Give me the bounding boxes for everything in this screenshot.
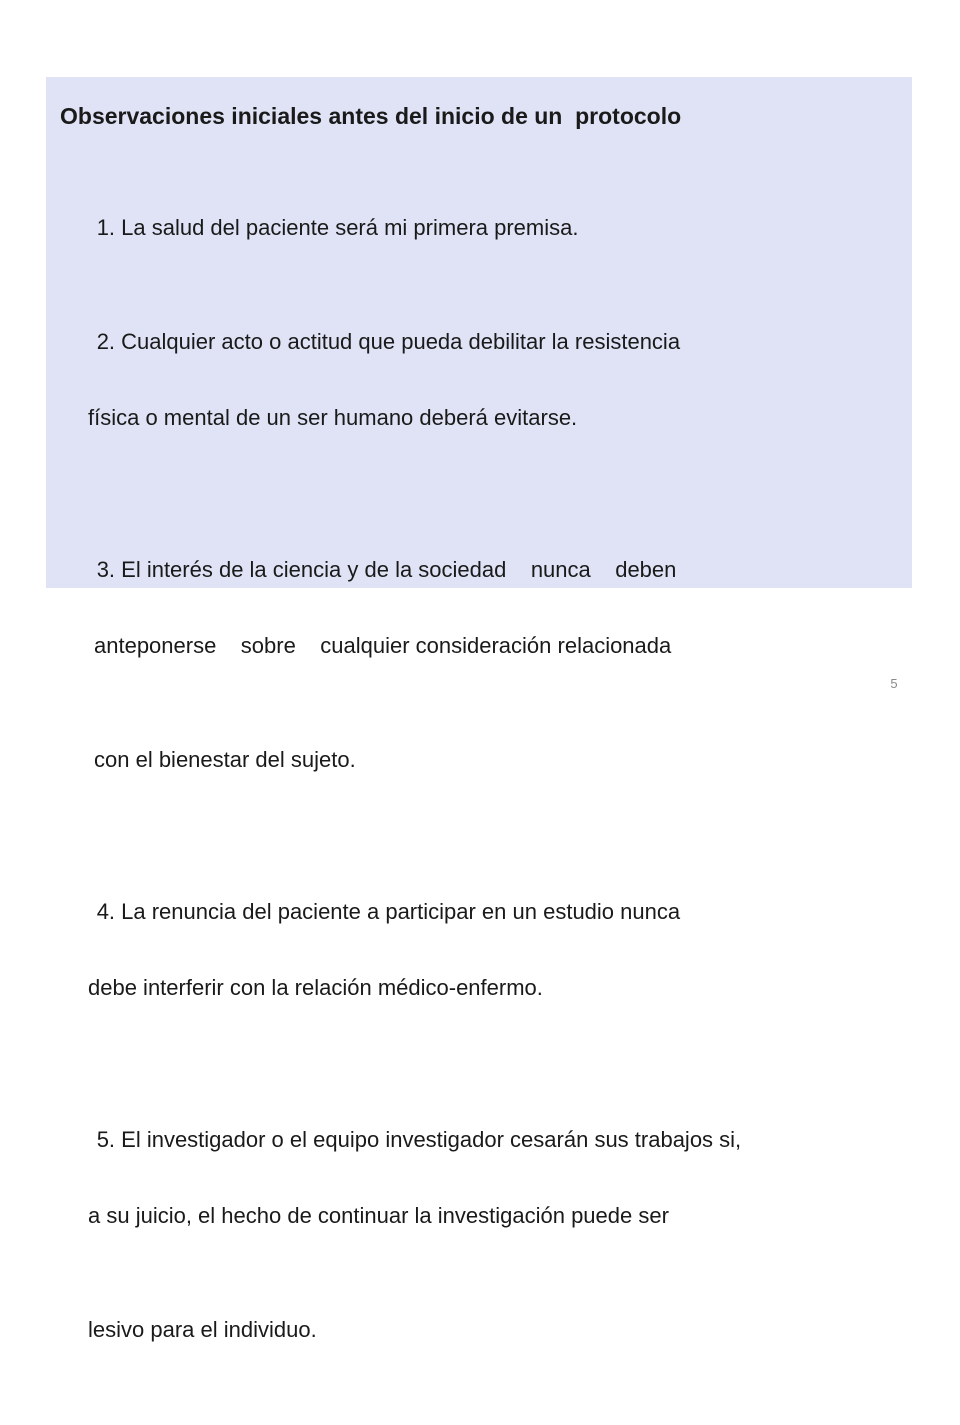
content-box — [46, 77, 912, 1342]
page-number: 5 — [890, 676, 898, 691]
list-item-continuation: a su juicio, el hecho de continuar la investigación puede ser — [88, 1203, 669, 1228]
list-item — [60, 1083, 898, 1425]
slide-title: Observaciones iniciales antes del inicio de un protocolo — [60, 103, 682, 129]
list-item-continuation: física o mental de un ser humano deberá evitarse. — [88, 405, 578, 430]
list-item-continuation: anteponerse sobre cualquier consideración relacionada — [94, 633, 672, 658]
list-item-line: 4. La renuncia del paciente a participar en un estudio nunca — [96, 899, 681, 924]
list-item-continuation: lesivo para el individuo. — [88, 1317, 317, 1342]
list-item-continuation: debe interferir con la relación médico-enfermo. — [88, 975, 543, 1000]
list-item — [60, 285, 898, 513]
observations-list — [60, 171, 898, 1425]
list-item-line: 3. El interés de la ciencia y de la sociedad nunca deben — [96, 557, 677, 582]
list-item-continuation: con el bienestar del sujeto. — [94, 747, 356, 772]
list-item — [60, 513, 898, 855]
list-item-line: 2. Cualquier acto o actitud que pueda debilitar la resistencia — [96, 329, 681, 354]
list-item — [60, 855, 898, 1083]
list-item-line: 5. El investigador o el equipo investigador cesarán sus trabajos si, — [96, 1127, 742, 1152]
list-item — [60, 171, 898, 285]
list-item-line: 1. La salud del paciente será mi primera premisa. — [96, 215, 579, 240]
